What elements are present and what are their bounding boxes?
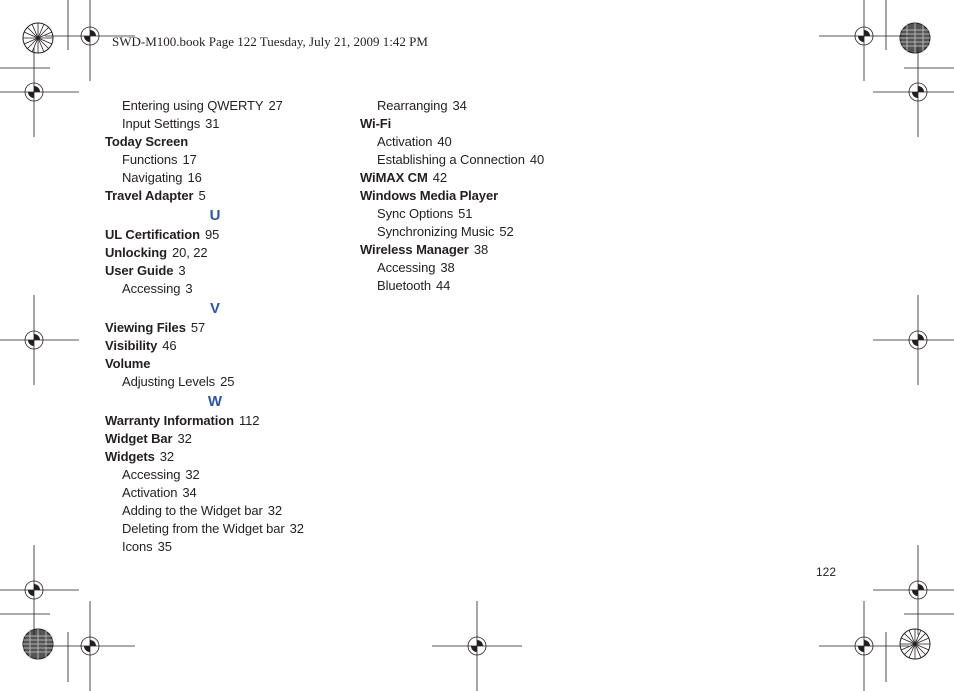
index-page-link[interactable]: 31	[205, 116, 220, 131]
index-page-link[interactable]: 38	[440, 260, 455, 275]
index-page-link[interactable]: 46	[162, 338, 177, 353]
index-page-link[interactable]: 40	[437, 134, 452, 149]
index-page-link[interactable]: 35	[157, 539, 172, 554]
index-page-link[interactable]: 3	[185, 281, 193, 296]
index-term: Visibility	[105, 338, 158, 353]
index-term: Deleting from the Widget bar	[122, 521, 285, 536]
index-term: Input Settings	[122, 116, 201, 131]
index-term: Navigating	[122, 170, 183, 185]
index-page-link[interactable]: 95	[204, 227, 220, 242]
index-term: Accessing	[377, 260, 436, 275]
index-page-link[interactable]: 25	[220, 374, 235, 389]
index-letter-heading: U	[209, 207, 221, 224]
index-term: Synchronizing Music	[377, 224, 495, 239]
index-page-link[interactable]: 40	[529, 152, 545, 167]
index-term: Wireless Manager	[360, 242, 469, 257]
index-term: Entering using QWERTY	[122, 98, 264, 113]
index-term: Viewing Files	[105, 320, 186, 335]
index-page-link[interactable]: 5	[198, 188, 206, 203]
index-page-link[interactable]: 16	[187, 170, 202, 185]
index-term: Sync Options	[377, 206, 454, 221]
index-letter-heading: V	[209, 300, 220, 317]
index-term: Windows Media Player	[360, 188, 499, 203]
index-page-link[interactable]: 32	[267, 503, 282, 518]
index-term: Functions	[122, 152, 178, 167]
index-page-link[interactable]: 52	[499, 224, 514, 239]
page-number: 122	[816, 565, 837, 579]
index-page-link[interactable]: 57	[190, 320, 206, 335]
index-page-link[interactable]: 20, 22	[171, 245, 208, 260]
index-term: User Guide	[105, 263, 174, 278]
index-page-link[interactable]: 51	[458, 206, 473, 221]
index-term: Warranty Information	[105, 413, 234, 428]
index-page-link[interactable]: 17	[182, 152, 197, 167]
index-term: Widgets	[105, 449, 155, 464]
index-page-link[interactable]: 44	[436, 278, 451, 293]
index-term: Wi-Fi	[360, 116, 392, 131]
index-term: Adjusting Levels	[122, 374, 216, 389]
index-page-link[interactable]: 38	[473, 242, 489, 257]
index-page-link[interactable]: 34	[182, 485, 197, 500]
index-term: Rearranging	[377, 98, 448, 113]
print-header: SWD-M100.book Page 122 Tuesday, July 21, 2009 1:42 PM	[112, 34, 428, 49]
index-page-link[interactable]: 32	[289, 521, 304, 536]
index-term: Widget Bar	[105, 431, 173, 446]
index-page-link[interactable]: 112	[238, 413, 260, 428]
index-term: Icons	[122, 539, 153, 554]
index-term: Volume	[105, 356, 151, 371]
index-page-link[interactable]: 32	[177, 431, 192, 446]
index-term: Activation	[377, 134, 433, 149]
index-term: Establishing a Connection	[377, 152, 525, 167]
index-page-link[interactable]: 27	[268, 98, 283, 113]
index-term: Accessing	[122, 281, 181, 296]
index-page-link[interactable]: 3	[178, 263, 186, 278]
index-term: Accessing	[122, 467, 181, 482]
index-page-link[interactable]: 42	[432, 170, 447, 185]
index-term: Adding to the Widget bar	[122, 503, 263, 518]
index-page-link[interactable]: 32	[185, 467, 200, 482]
index-letter-heading: W	[207, 393, 223, 410]
index-term: Travel Adapter	[105, 188, 194, 203]
index-term: Unlocking	[105, 245, 167, 260]
index-term: Activation	[122, 485, 178, 500]
index-term: Today Screen	[105, 134, 189, 149]
index-term: WiMAX CM	[360, 170, 428, 185]
index-term: UL Certification	[105, 227, 200, 242]
index-term: Bluetooth	[377, 278, 432, 293]
index-page-link[interactable]: 34	[452, 98, 467, 113]
index-page-link[interactable]: 32	[159, 449, 175, 464]
